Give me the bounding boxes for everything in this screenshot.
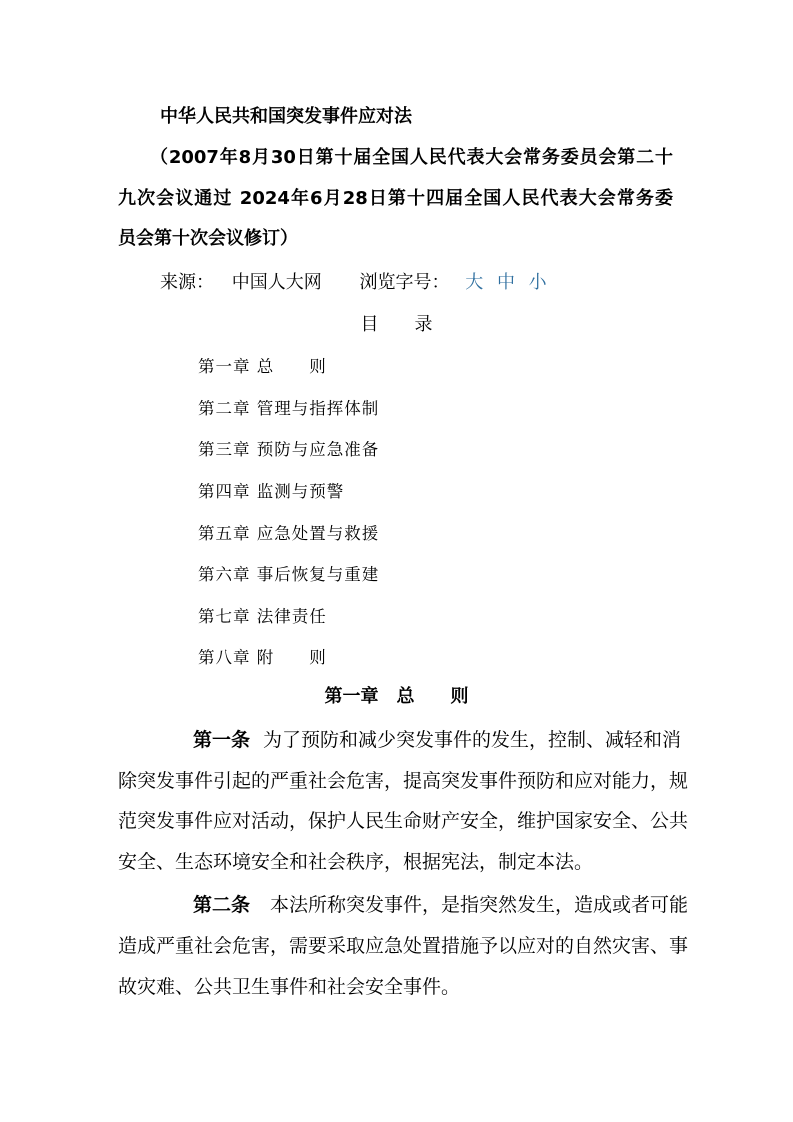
toc-item[interactable]: 第六章 事后恢复与重建 [198, 565, 380, 584]
toc-item[interactable]: 第五章 应急处置与救援 [198, 524, 380, 543]
toc-item[interactable]: 第一章 总 则 [198, 357, 327, 376]
toc-item[interactable]: 第七章 法律责任 [198, 607, 327, 626]
subtitle-line: 员会第十次会议修订） [118, 228, 298, 249]
article-line: 范突发事件应对活动，保护人民生命财产安全，维护国家安全、公共 [118, 810, 689, 832]
article-number: 第二条 [193, 894, 251, 916]
source-value: 中国人大网 [231, 272, 322, 293]
article-number: 第一条 [193, 729, 251, 751]
subtitle-line: 九次会议通过 2024年6月28日第十四届全国人民代表大会常务委 [118, 188, 673, 209]
source-row [160, 271, 555, 295]
toc-item[interactable]: 第三章 预防与应急准备 [198, 440, 380, 459]
source-label: 来源： [160, 272, 214, 293]
font-size-label: 浏览字号： [359, 272, 450, 293]
article-line: 为了预防和减少突发事件的发生，控制、减轻和消 [263, 729, 682, 751]
font-size-small-link[interactable]: 小 [528, 272, 547, 293]
font-size-medium-link[interactable]: 中 [496, 272, 515, 293]
toc-item[interactable]: 第二章 管理与指挥体制 [198, 399, 380, 418]
article-line: 造成严重社会危害，需要采取应急处置措施予以应对的自然灾害、事 [118, 935, 689, 957]
article-line: 本法所称突发事件，是指突然发生，造成或者可能 [270, 894, 689, 916]
toc-item[interactable]: 第八章 附 则 [198, 648, 327, 667]
toc-item[interactable]: 第四章 监测与预警 [198, 482, 345, 501]
article-label [193, 893, 250, 917]
font-size-large-link[interactable]: 大 [465, 272, 484, 293]
article-line: 除突发事件引起的严重社会危害，提高突发事件预防和应对能力，规 [118, 770, 689, 792]
chapter-heading: 第一章 总 则 [324, 686, 469, 707]
article-line: 安全、生态环境安全和社会秩序，根据宪法，制定本法。 [118, 851, 594, 873]
subtitle-line: （2007年8月30日第十届全国人民代表大会常务委员会第二十 [150, 147, 673, 168]
toc-heading: 目 录 [360, 314, 433, 335]
law-title: 中华人民共和国突发事件应对法 [160, 106, 412, 127]
article-line: 故灾难、公共卫生事件和社会安全事件。 [118, 976, 461, 998]
article-label [193, 728, 250, 752]
